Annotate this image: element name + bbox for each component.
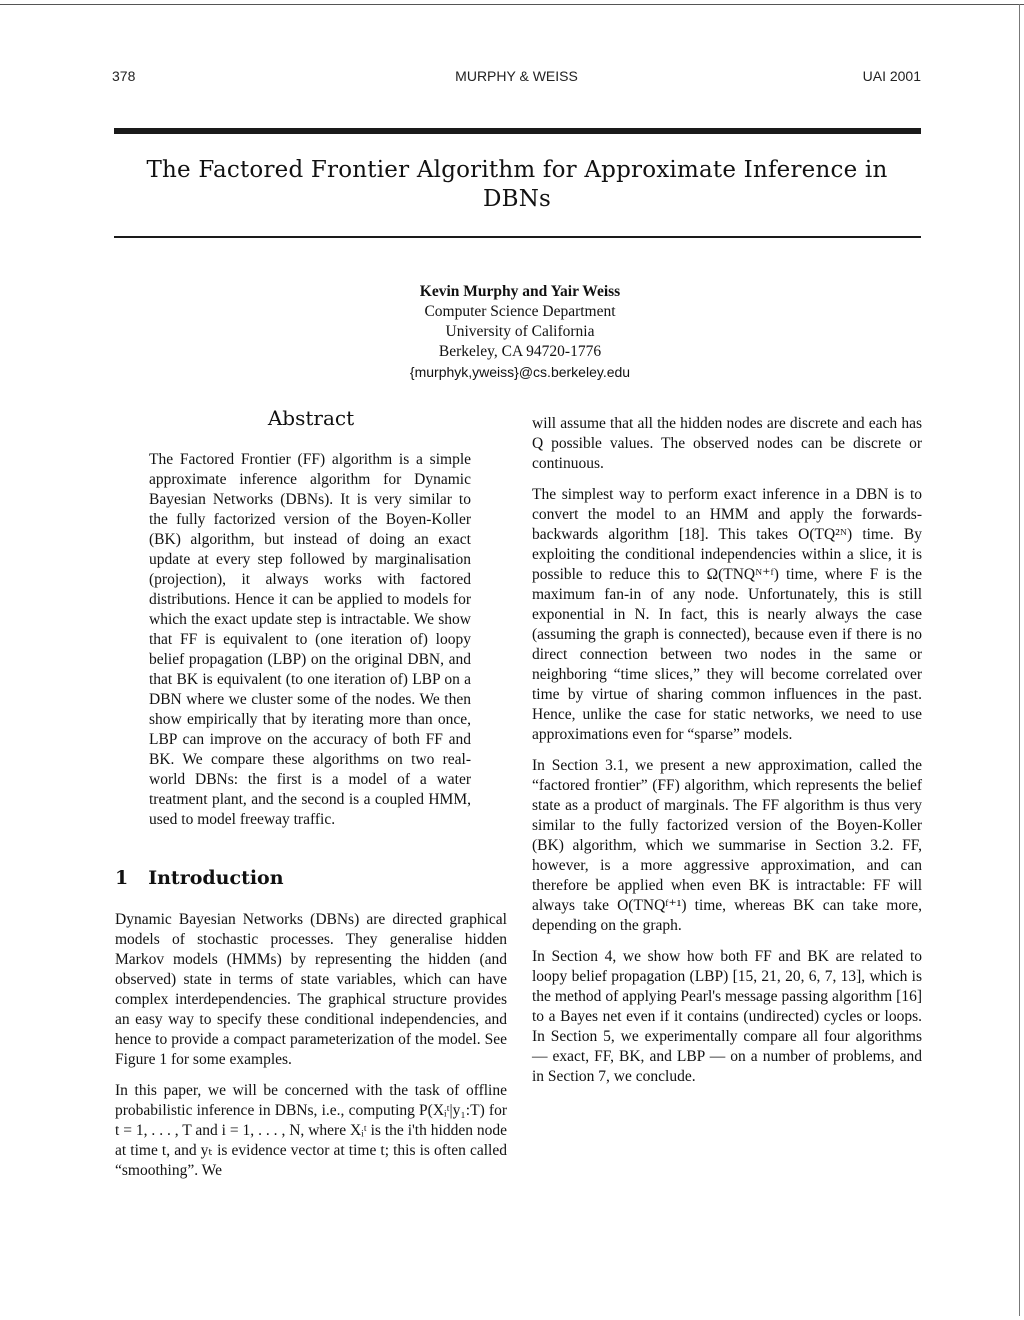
intro-paragraph-1: Dynamic Bayesian Networks (DBNs) are directed graphical models of stochastic processes. They generalise hidden Markov models (HMMs) by representing the hidden (and observed) state in terms of state variables, which can have complex interdependencies. The graphical structure provides an easy way to specify these conditional independencies, and hence to provide a compact parameterization of the model. See Figure 1 for some examples. [115, 911, 507, 1068]
intro-paragraph-2: In this paper, we will be concerned with the task of offline probabilistic inference in DBNs, i.e., computing P(Xᵢᵗ|y₁:T) for t = 1, . . . , T and i = 1, . . . , N, where Xᵢᵗ is the i'th hidden node at time t, and yₜ is evidence vector at time t; this is often called “smoothing”. We [115, 1082, 507, 1179]
author-block [360, 282, 680, 382]
author-names: Kevin Murphy and Yair Weiss [419, 283, 621, 300]
running-title: MURPHY & WEISS [455, 68, 578, 84]
author-email: {murphyk,yweiss}@cs.berkeley.edu [409, 364, 631, 380]
left-column [115, 408, 507, 1192]
page-top-border [0, 4, 1024, 5]
body-paragraph-2: The simplest way to perform exact inference in a DBN is to convert the model to an HMM and apply the forwards-backwards algorithm [18]. This takes O(TQ²ᴺ) time. By exploiting the conditional independencies within a slice, it is possible to reduce this to Ω(TNQᴺ⁺ᶠ) time, where F is the maximum fan-in of any node. Unfortunately, this is still exponential in N. In fact, this is nearly always the case (assuming the graph is connected), because even if there is no direct connection between two nodes in the same or neighboring “time slices,” they will become correlated over time by virtue of sharing common influences in the past. Hence, unlike the case for static networks, we need to use approximations even for “sparse” models. [532, 486, 922, 743]
body-paragraph-3: In Section 3.1, we present a new approximation, called the “factored frontier” (FF) algorithm, which represents the belief state as a product of marginals. The FF algorithm is thus very similar to the fully factorized version of the Boyen-Koller (BK) algorithm, which we summarise in Section 3.2. FF, however, is a more aggressive approximation, and can therefore be applied when even BK is intractable: FF will always take O(TNQᶠ⁺¹) time, whereas BK can take more, depending on the graph. [532, 757, 922, 934]
page-number: 378 [112, 68, 136, 84]
abstract-body [115, 450, 507, 830]
title-bottom-rule [114, 236, 921, 238]
abstract-heading: Abstract [267, 406, 355, 430]
section-number: 1 [115, 867, 129, 889]
body-paragraph-1: will assume that all the hidden nodes are discrete and each has Q possible values. The observed nodes can be discrete or continuous. [532, 415, 922, 472]
section-title: Introduction [148, 867, 284, 889]
author-university: University of California [445, 323, 595, 340]
paper-title: The Factored Frontier Algorithm for Approximate Inference in DBNs [146, 157, 888, 212]
abstract-text: The Factored Frontier (FF) algorithm is a simple approximate inference algorithm for Dynamic Bayesian Networks (DBNs). It is very similar to the fully factorized version of the Boyen-Koller (BK) algorithm, but instead of doing an exact update at every step followed by marginalisation (projection), it always works with factored distributions. Hence it can be applied to models for which the exact update step is intractable. We show that FF is equivalent to (one iteration of) loopy belief propagation (LBP) on the original DBN, and that BK is equivalent (to one iteration of) LBP on a DBN where we cluster some of the nodes. We then show empirically that by iterating more than once, LBP can improve on the accuracy of both FF and BK. We compare these algorithms on two real-world DBNs: the first is a model of a water treatment plant, and the second is a coupled HMM, used to model freeway traffic. [149, 451, 471, 828]
page-right-border [1019, 4, 1020, 1316]
running-header [112, 68, 921, 84]
section-heading-introduction [115, 868, 507, 888]
title-top-rule [114, 128, 921, 134]
author-department: Computer Science Department [424, 303, 616, 320]
venue-label: UAI 2001 [862, 68, 921, 84]
body-paragraph-4: In Section 4, we show how both FF and BK are related to loopy belief propagation (LBP) [15, 21, 20, 6, 7, 13], which is the method of applying Pearl's message passing algorithm [16] to a Bayes net even if it contains (undirected) cycles or loops. In Section 5, we experimentally compare all four algorithms — exact, FF, BK, and LBP — on a number of problems, and in Section 7, we conclude. [532, 948, 922, 1085]
author-address: Berkeley, CA 94720-1776 [438, 343, 602, 360]
right-column [532, 414, 922, 1098]
